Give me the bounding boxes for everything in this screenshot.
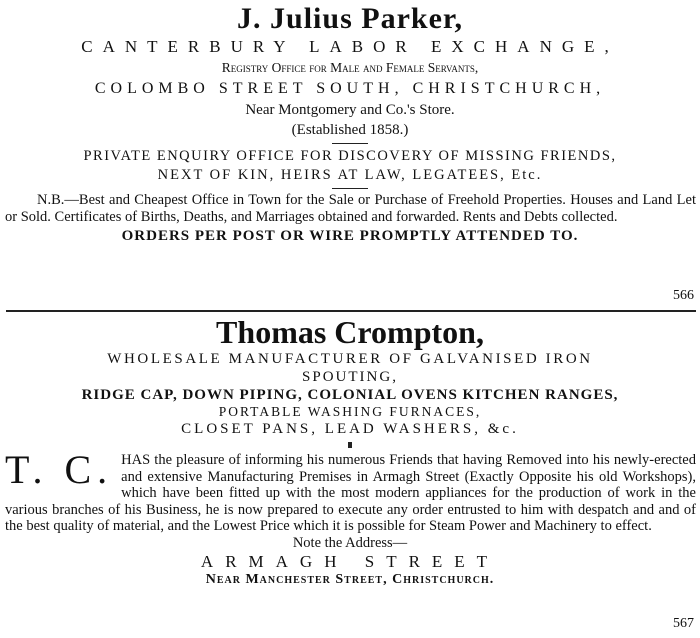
ad1-nb-text: N.B.—Best and Cheapest Office in Town for the Sale or Purchase of Freehold Properties. Houses and Land Let or Sold. Certificates of Births, Deaths, and Marriages obtained and forwarded. Rents and Debts collected. bbox=[5, 192, 696, 225]
ad2-divider bbox=[348, 442, 352, 448]
ad1-enquiry-line2: NEXT OF KIN, HEIRS AT LAW, LEGATEES, Etc. bbox=[157, 167, 543, 183]
ad2-line1: WHOLESALE MANUFACTURER OF GALVANISED IRON bbox=[107, 351, 593, 367]
ad1-street: COLOMBO STREET SOUTH, CHRISTCHURCH, bbox=[94, 80, 606, 97]
ad1-divider-2 bbox=[332, 188, 368, 189]
ad1-established: (Established 1858.) bbox=[291, 122, 409, 138]
ad2-line5: CLOSET PANS, LEAD WASHERS, &c. bbox=[181, 421, 519, 437]
ad1-registry: Registry Office for Male and Female Servants, bbox=[221, 60, 479, 75]
ad2-line4: PORTABLE WASHING FURNACES, bbox=[218, 404, 482, 419]
ad2-number: 567 bbox=[673, 616, 694, 631]
ad-separator bbox=[6, 310, 696, 312]
ad1-business: CANTERBURY LABOR EXCHANGE, bbox=[81, 37, 619, 56]
ad1-near: Near Montgomery and Co.'s Store. bbox=[245, 102, 455, 118]
ad1-name: J. Julius Parker, bbox=[237, 2, 463, 35]
ad2-address-street: ARMAGH STREET bbox=[200, 551, 500, 571]
ad2-body: HAS the pleasure of informing his numerous Friends that having Removed into his newly-erected and extensive Manufacturing Premises in Armagh Street (Exactly Opposite his old Workshops), which have been fitted up with the most modern appliances for the production of work in the various branches of his Business, he is now prepared to execute any order entrusted to him with despatch and and of the best quality of material, and the Lowest Price which it is possible for Steam Power and Machinery to effect. bbox=[5, 452, 696, 534]
ad1-orders: ORDERS PER POST OR WIRE PROMPTLY ATTENDED TO. bbox=[121, 228, 579, 244]
ad2-line2: SPOUTING, bbox=[302, 369, 398, 385]
ad2-dropcap: T. C. bbox=[5, 447, 114, 492]
ad-parker bbox=[0, 2, 700, 303]
advertisement-page bbox=[0, 2, 700, 638]
ad1-enquiry-line1: PRIVATE ENQUIRY OFFICE FOR DISCOVERY OF MISSING FRIENDS, bbox=[83, 148, 617, 164]
ad2-address-near: Near Manchester Street, Christchurch. bbox=[205, 571, 495, 587]
ad1-divider-1 bbox=[332, 143, 368, 144]
ad2-body-block bbox=[0, 447, 700, 535]
ad2-name: Thomas Crompton, bbox=[216, 314, 484, 350]
ad2-line3: RIDGE CAP, DOWN PIPING, COLONIAL OVENS KITCHEN RANGES, bbox=[81, 387, 619, 403]
ad2-note: Note the Address— bbox=[292, 534, 408, 551]
ad1-number: 566 bbox=[673, 288, 694, 303]
ad-crompton bbox=[0, 314, 700, 631]
